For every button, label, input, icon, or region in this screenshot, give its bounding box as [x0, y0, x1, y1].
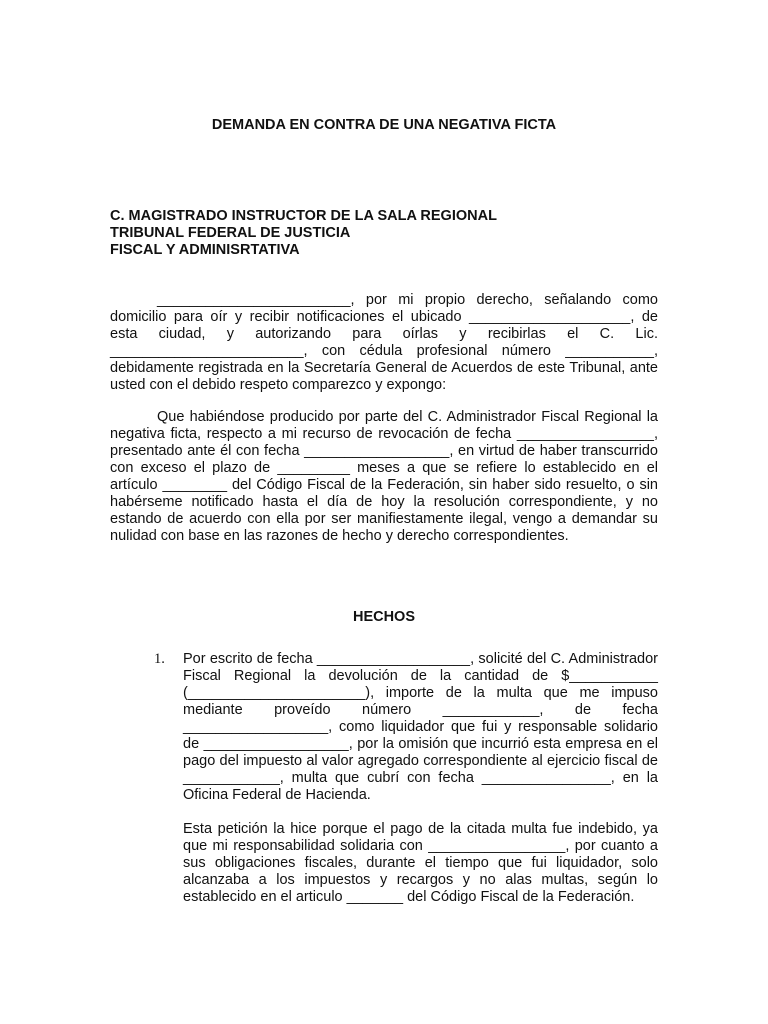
hecho-item-1 — [110, 651, 658, 906]
addressee-line-2: TRIBUNAL FEDERAL DE JUSTICIA — [110, 225, 351, 241]
request-paragraph: Que habiéndose producido por parte del C. Administrador Fiscal Regional la negativa ficta, respecto a mi recurso de revocación de fecha _________________, presentado ante él con fecha __________________, en virtud de haber transcurrido con exceso el plazo de _________ meses a que se refiere lo establecido en el artículo ________ del Código Fiscal de la Federación, sin haber sido resuelto, o sin habérseme notificado hasta el día de hoy la resolución correspondiente, y no estando de acuerdo con ella por ser manifiestamente ilegal, vengo a demandar su nulidad con base en las razones de hecho y derecho correspondientes. — [110, 409, 658, 544]
intro-paragraph: ________________________, por mi propio derecho, señalando como domicilio para oír y recibir notificaciones el ubicado ____________________, de esta ciudad, y autorizando para oírlas y recibirlas el C. Lic. ________________________, con cédula profesional número ___________, debidamente registrada en la Secretaría General de Acuerdos de este Tribunal, ante usted con el debido respeto comparezco y expongo: — [110, 292, 658, 393]
addressee-block — [110, 208, 658, 259]
hechos-list — [110, 651, 658, 906]
hecho-number: 1. — [154, 651, 165, 667]
addressee-line-1: C. MAGISTRADO INSTRUCTOR DE LA SALA REGIONAL — [110, 208, 497, 224]
addressee-line-3: FISCAL Y ADMINISRTATIVA — [110, 242, 300, 258]
document-title: DEMANDA EN CONTRA DE UNA NEGATIVA FICTA — [211, 117, 557, 133]
hechos-heading: HECHOS — [352, 609, 416, 625]
hecho-paragraph: Por escrito de fecha ___________________, solicité del C. Administrador Fiscal Regional la devolución de la cantidad de $___________ (______________________), importe de la multa que me impuso mediante proveído número ____________, de fecha __________________, como liquidador que fui y responsable solidario de __________________, por la omisión que incurrió esta empresa en el pago del impuesto al valor agregado correspondiente al ejercicio fiscal de ____________, multa que cubrí con fecha ________________, en la Oficina Federal de Hacienda. — [183, 651, 658, 803]
hecho-followup-paragraph: Esta petición la hice porque el pago de la citada multa fue indebido, ya que mi responsabilidad solidaria con _________________, por cuanto a sus obligaciones fiscales, durante el tiempo que fui liquidador, solo alcanzaba a los impuestos y recargos y no alas multas, según lo establecido en el articulo _______ del Código Fiscal de la Federación. — [183, 821, 658, 905]
